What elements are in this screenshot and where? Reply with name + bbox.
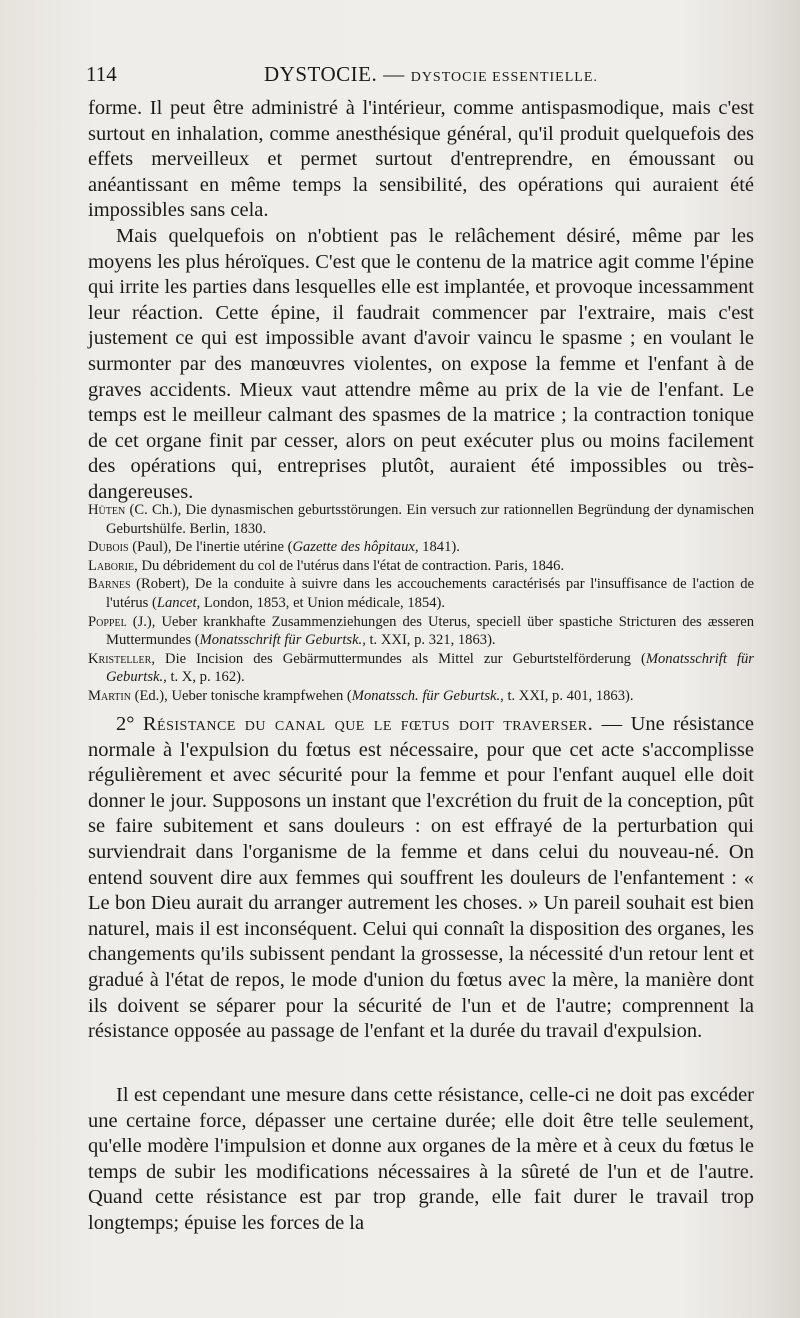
bib-text: (Robert), De la conduite à suivre dans les accouchements caractérisés par l'insuffisance de l'action de l'utérus ( — [106, 576, 754, 611]
chapter-title: DYSTOCIE. — [264, 62, 378, 86]
bibliography-entry — [88, 557, 754, 576]
bib-text: , Du débridement du col de l'utérus dans l'état de contraction. Paris, 1846. — [134, 557, 565, 574]
paragraph-text: Il est cependant une mesure dans cette résistance, celle-ci ne doit pas excéder une certaine force, dépasser une certaine durée; elle doit être telle seulement, qu'elle modère l'impulsion et donne aux organes de la mère et à ceux du fœtus le temps de subir les modifications nécessaires à la sûreté de l'un et de l'autre. Quand cette résistance est par trop grande, elle fait durer le travail trop longtemps; épuise les forces de la — [88, 1084, 754, 1234]
bib-text: , Die Incision des Gebärmuttermundes als Mittel zur Geburtstelförderung ( — [151, 650, 646, 667]
bib-journal: Monatsschrift für Geburtsk., — [199, 632, 366, 649]
bib-text: (Ed.), Ueber tonische krampfwehen ( — [130, 687, 352, 704]
bibliography — [88, 501, 754, 706]
bibliography-entry — [88, 575, 754, 612]
bibliography-entry — [88, 538, 754, 557]
bib-author: Barnes — [88, 576, 131, 593]
paragraph-text — [88, 712, 754, 1045]
bibliography-entry — [88, 650, 754, 687]
bib-text-end: 1841). — [418, 539, 460, 556]
bibliography-entry — [88, 613, 754, 650]
bib-journal: Monatssch. für Geburtsk., — [351, 687, 504, 704]
running-title — [264, 62, 598, 87]
paragraph-4 — [88, 1083, 754, 1237]
heading-dash: — — [601, 713, 623, 735]
bib-text-end: t. XXI, p. 401, 1863). — [503, 687, 634, 704]
bib-text: (Paul), De l'inertie utérine ( — [128, 539, 293, 556]
bib-text-end: t. X, p. 162). — [166, 669, 245, 686]
bib-journal: Gazette des hôpitaux, — [292, 539, 419, 556]
section-number: 2° — [116, 713, 135, 735]
bibliography-entry — [88, 687, 754, 706]
paragraph-3 — [88, 712, 754, 1045]
paragraph-2 — [88, 224, 754, 506]
bib-author: Martin — [88, 687, 131, 704]
bib-author: Hüten — [88, 502, 126, 518]
bib-text: (J.), Ueber krankhafte Zusammenziehungen des Uterus, speciell über spastiche Stricturen des æsseren Muttermundes ( — [106, 613, 754, 649]
bib-journal: Lancet, — [156, 594, 201, 611]
bibliography-entry — [88, 501, 754, 538]
bib-journal: Monatsschrift für Geburtsk., — [106, 650, 754, 686]
running-header — [86, 62, 754, 88]
bib-author: Dubois — [88, 539, 129, 556]
header-dash: — — [383, 62, 405, 86]
bib-text-end: t. XXI, p. 321, 1863). — [365, 632, 496, 649]
bib-text-end: London, 1853, et Union médicale, 1854). — [200, 594, 446, 611]
paragraph-text: forme. Il peut être administré à l'intérieur, comme antispasmodique, mais c'est surtout en inhalation, comme anesthésique général, qu'il produit quelquefois des effets merveilleux et permet surtout d'entreprendre, en émoussant ou anéantissant en même temps la sensibilité, des opérations qui auraient été impossibles sans cela. — [88, 97, 754, 222]
paragraph-1 — [88, 96, 754, 224]
bib-author: Poppel — [88, 613, 127, 630]
section-heading: Résistance du canal que le fœtus doit traverser. — [142, 713, 594, 735]
bib-text: (C. Ch.), Die dynasmischen geburtsstörungen. Ein versuch zur rationnellen Begründung der dynamischen Geburtshülfe. Berlin, 1830. — [106, 502, 754, 537]
page-number: 114 — [86, 62, 117, 86]
section-body: Une résistance normale à l'expulsion du fœtus est nécessaire, pour que cet acte s'accomplisse régulièrement et avec sécurité pour la femme et pour l'enfant auquel elle doit donner le jour. Supposons un instant que l'excrétion du fruit de la conception, pût se faire subitement et sans douleurs : on est effrayé de la perturbation qui surviendrait dans l'organisme de la femme et dans celui du nouveau-né. On entend souvent dire aux femmes qui souffrent les douleurs de l'enfantement : « Le bon Dieu aurait du arranger autrement les choses. » Un pareil souhait est bien naturel, mais il est inconséquent. Celui qui connaît la disposition des organes, les changements qu'ils subissent pendant la grossesse, la nécessité d'un retour lent et gradué à l'état de repos, le mode d'union du fœtus avec la mère, la manière dont ils doivent se séparer pour la sécurité de l'un et de l'autre; comprennent la résistance opposée au passage de l'enfant et la durée du travail d'expulsion. — [88, 713, 754, 1043]
section-title: DYSTOCIE ESSENTIELLE. — [410, 70, 598, 85]
bib-author: Kristeller — [88, 650, 152, 667]
bib-author: Laborie — [88, 557, 135, 574]
paragraph-text: Mais quelquefois on n'obtient pas le relâchement désiré, même par les moyens les plus héroïques. C'est que le contenu de la matrice agit comme l'épine qui irrite les parties dans lesquelles elle est implantée, et provoque incessamment leur réaction. Cette épine, il faudrait commencer par l'extraire, mais c'est justement ce qui est impossible avant d'avoir vaincu le spasme ; en voulant le surmonter par des manœuvres violentes, on expose la femme et l'enfant à de graves accidents. Mieux vaut attendre même au prix de la vie de l'enfant. Le temps est le meilleur calmant des spasmes de la matrice ; la contraction tonique de cet organe finit par cesser, alors on peut exécuter plus ou moins facilement des opérations qui, entreprises plutôt, auraient été impossibles ou très-dangereuses. — [88, 225, 754, 503]
